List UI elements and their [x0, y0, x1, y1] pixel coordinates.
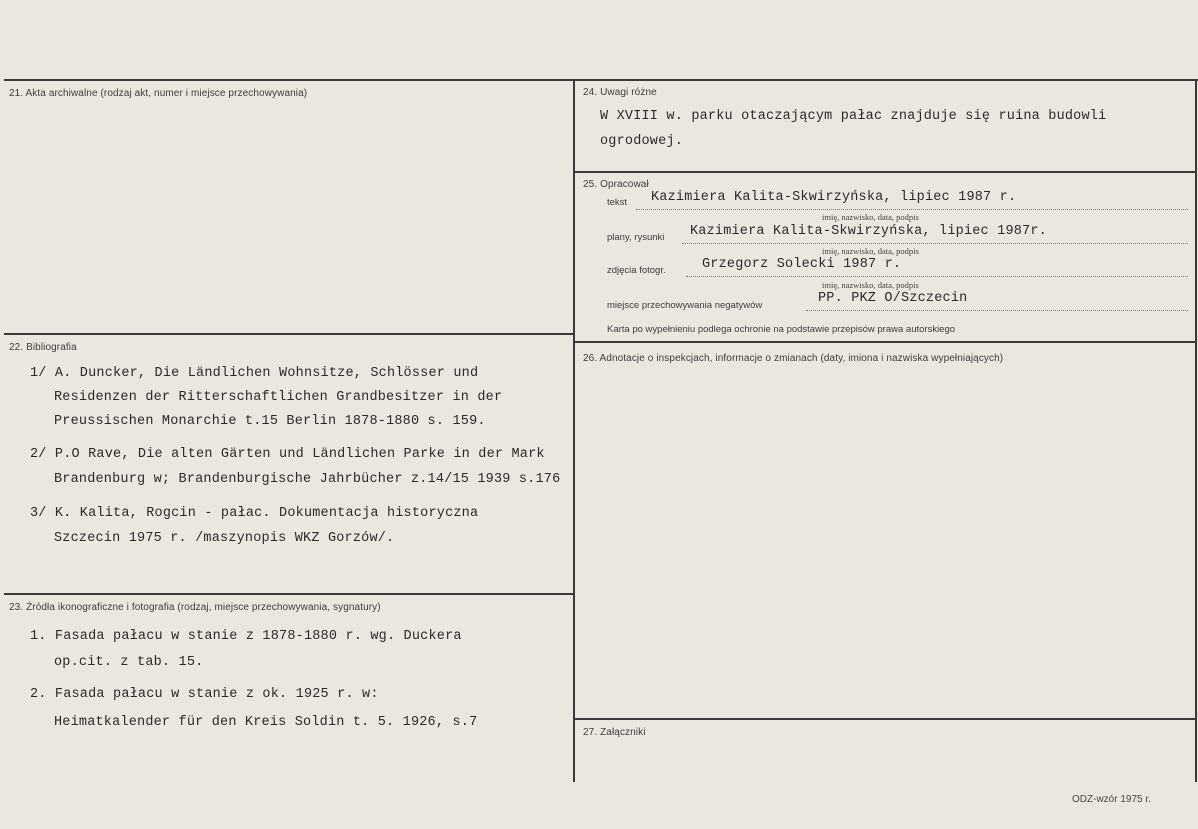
bibliography-line-2: Residenzen der Ritterschaftlichen Grandbesitzer in der — [54, 390, 503, 405]
remarks-line-1: W XVIII w. parku otaczającym pałac znajduje się ruina budowli — [600, 109, 1107, 124]
plany-value: Kazimiera Kalita-Skwirzyńska, lipiec 1987r. — [690, 224, 1047, 239]
section-25-label: 25. Opracował — [583, 179, 649, 190]
iconography-line-4: Heimatkalender für den Kreis Soldin t. 5. 1926, s.7 — [54, 715, 478, 730]
section-22-label: 22. Bibliografia — [9, 342, 77, 353]
tekst-caption: imię, nazwisko, data, podpis — [822, 212, 919, 222]
zdjecia-dotted-line — [686, 276, 1188, 277]
center-divider — [573, 79, 575, 782]
rule-22-23 — [4, 593, 574, 595]
miejsce-value: PP. PKZ O/Szczecin — [818, 291, 968, 306]
copyright-note: Karta po wypełnieniu podlega ochronie na podstawie przepisów prawa autorskiego — [607, 324, 956, 335]
section-24-label: 24. Uwagi różne — [583, 87, 657, 98]
zdjecia-caption: imię, nazwisko, data, podpis — [822, 280, 919, 290]
remarks-line-2: ogrodowej. — [600, 134, 684, 149]
iconography-line-3: 2. Fasada pałacu w stanie z ok. 1925 r. w: — [30, 687, 379, 702]
form-version: ODZ-wzór 1975 r. — [1072, 794, 1151, 805]
rule-26-27 — [574, 718, 1196, 720]
tekst-label: tekst — [607, 197, 628, 208]
bibliography-line-4: 2/ P.O Rave, Die alten Gärten und Ländlichen Parke in der Mark — [30, 447, 545, 462]
bibliography-line-1: 1/ A. Duncker, Die Ländlichen Wohnsitze, Schlösser und — [30, 366, 479, 381]
miejsce-label: miejsce przechowywania negatywów — [607, 300, 763, 311]
rule-21-22 — [4, 333, 574, 335]
zdjecia-value: Grzegorz Solecki 1987 r. — [702, 257, 902, 272]
zdjecia-label: zdjęcia fotogr. — [607, 265, 666, 276]
rule-24-25 — [574, 171, 1196, 173]
bibliography-line-5: Brandenburg w; Brandenburgische Jahrbücher z.14/15 1939 s.176 — [54, 472, 561, 487]
section-23-label: 23. Źródła ikonograficzne i fotografia (rodzaj, miejsce przechowywania, sygnatury) — [9, 602, 381, 613]
tekst-dotted-line — [636, 209, 1188, 210]
top-rule — [4, 79, 1198, 81]
bibliography-line-3: Preussischen Monarchie t.15 Berlin 1878-1880 s. 159. — [54, 414, 486, 429]
miejsce-dotted-line — [806, 310, 1188, 311]
plany-caption: imię, nazwisko, data, podpis — [822, 246, 919, 256]
right-border — [1195, 79, 1197, 782]
section-21-label: 21. Akta archiwalne (rodzaj akt, numer i miejsce przechowywania) — [9, 88, 308, 99]
section-27-label: 27. Załączniki — [583, 727, 646, 738]
bibliography-line-6: 3/ K. Kalita, Rogcin - pałac. Dokumentacja historyczna — [30, 506, 479, 521]
tekst-value: Kazimiera Kalita-Skwirzyńska, lipiec 1987 r. — [651, 190, 1017, 205]
plany-dotted-line — [682, 243, 1188, 244]
iconography-line-1: 1. Fasada pałacu w stanie z 1878-1880 r. wg. Duckera — [30, 629, 462, 644]
iconography-line-2: op.cit. z tab. 15. — [54, 655, 204, 670]
bibliography-line-7: Szczecin 1975 r. /maszynopis WKZ Gorzów/. — [54, 531, 395, 546]
rule-25-26 — [574, 341, 1196, 343]
plany-label: plany, rysunki — [607, 232, 665, 243]
section-26-label: 26. Adnotacje o inspekcjach, informacje o zmianach (daty, imiona i nazwiska wypełniających) — [583, 353, 1004, 364]
